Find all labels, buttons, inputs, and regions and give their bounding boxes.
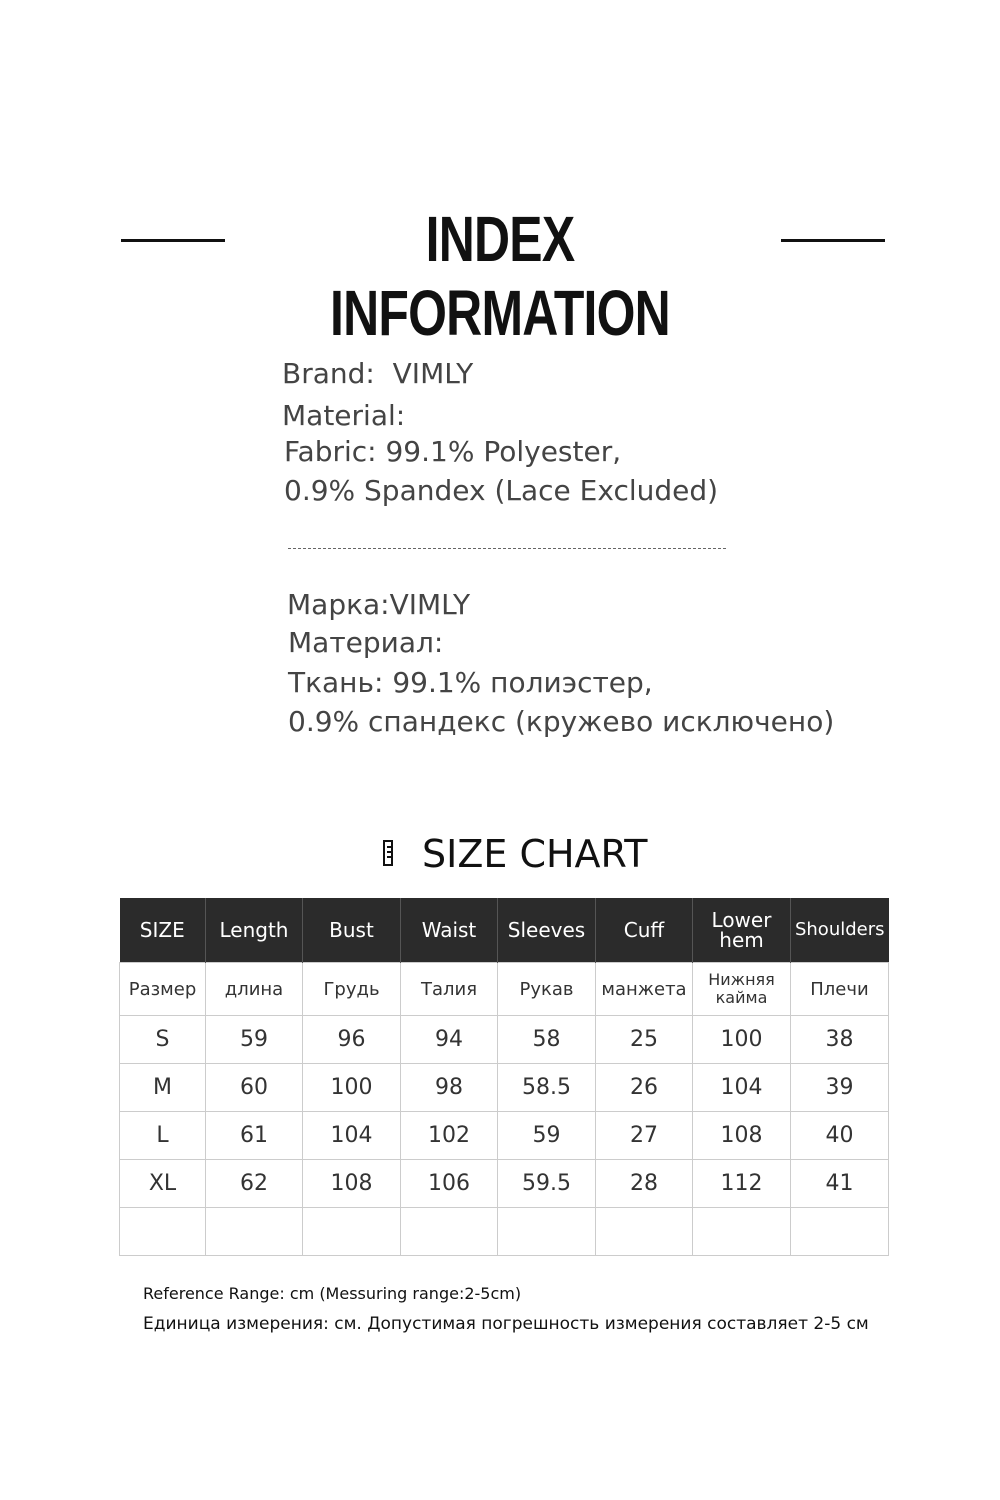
fabric-line2-en: 0.9% Spandex (Lace Excluded) <box>284 474 719 507</box>
header-waist: Waist <box>401 898 498 963</box>
waist-cell: 106 <box>401 1160 498 1208</box>
lower-hem-cell: 108 <box>693 1112 791 1160</box>
cuff-cell: 26 <box>596 1064 693 1112</box>
page-title: INDEX INFORMATION <box>330 203 670 349</box>
bust-cell: 96 <box>303 1016 401 1064</box>
material-label-en: Material: <box>282 399 406 432</box>
header-ru-bust: Грудь <box>303 963 401 1016</box>
header-ru-sleeves: Рукав <box>498 963 596 1016</box>
header-length: Length <box>206 898 303 963</box>
header-size: SIZE <box>120 898 206 963</box>
length-cell: 61 <box>206 1112 303 1160</box>
reference-note-en: Reference Range: cm (Messuring range:2-5cm) <box>143 1284 522 1303</box>
header-ru-lower-hem: Нижняя кайма <box>693 963 791 1016</box>
table-row <box>120 1064 889 1112</box>
header-shoulders: Shoulders <box>791 898 889 963</box>
empty-cell <box>401 1208 498 1256</box>
size-cell: L <box>120 1112 206 1160</box>
title-divider-right <box>781 239 885 242</box>
sleeves-cell: 59 <box>498 1112 596 1160</box>
header-ru-cuff: манжета <box>596 963 693 1016</box>
empty-cell <box>791 1208 889 1256</box>
shoulders-cell: 39 <box>791 1064 889 1112</box>
header-ru-size: Размер <box>120 963 206 1016</box>
reference-note-ru: Единица измерения: см. Допустимая погрешность измерения составляет 2-5 см <box>143 1314 869 1334</box>
empty-cell <box>206 1208 303 1256</box>
waist-cell: 98 <box>401 1064 498 1112</box>
table-row <box>120 1016 889 1064</box>
material-label-ru: Материал: <box>288 626 444 659</box>
cuff-cell: 27 <box>596 1112 693 1160</box>
shoulders-cell: 38 <box>791 1016 889 1064</box>
shoulders-cell: 40 <box>791 1112 889 1160</box>
bust-cell: 100 <box>303 1064 401 1112</box>
header-ru-shoulders: Плечи <box>791 963 889 1016</box>
shoulders-cell: 41 <box>791 1160 889 1208</box>
brand-value: VIMLY <box>392 357 474 390</box>
empty-cell <box>498 1208 596 1256</box>
header-ru-waist: Талия <box>401 963 498 1016</box>
waist-cell: 102 <box>401 1112 498 1160</box>
length-cell: 59 <box>206 1016 303 1064</box>
length-cell: 62 <box>206 1160 303 1208</box>
header-row-en <box>120 898 889 963</box>
size-chart-title: SIZE CHART <box>422 832 648 876</box>
table-row <box>120 1112 889 1160</box>
size-cell: M <box>120 1064 206 1112</box>
brand-line-en <box>282 357 474 390</box>
sleeves-cell: 59.5 <box>498 1160 596 1208</box>
fabric-line1-ru: Ткань: 99.1% полиэстер, <box>288 666 653 699</box>
lower-hem-cell: 100 <box>693 1016 791 1064</box>
ruler-icon <box>383 840 393 866</box>
sleeves-cell: 58 <box>498 1016 596 1064</box>
empty-cell <box>596 1208 693 1256</box>
header-bust: Bust <box>303 898 401 963</box>
empty-cell <box>303 1208 401 1256</box>
bust-cell: 104 <box>303 1112 401 1160</box>
brand-value-ru: VIMLY <box>389 588 471 621</box>
empty-row <box>120 1208 889 1256</box>
size-cell: XL <box>120 1160 206 1208</box>
sleeves-cell: 58.5 <box>498 1064 596 1112</box>
fabric-line2-ru: 0.9% спандекс (кружево исключено) <box>288 705 835 738</box>
title-divider-left <box>121 239 225 242</box>
cuff-cell: 28 <box>596 1160 693 1208</box>
fabric-line1-en: Fabric: 99.1% Polyester, <box>284 435 622 468</box>
header-row-ru <box>120 963 889 1016</box>
size-chart-table <box>119 898 889 1256</box>
bust-cell: 108 <box>303 1160 401 1208</box>
empty-cell <box>693 1208 791 1256</box>
lower-hem-cell: 112 <box>693 1160 791 1208</box>
cuff-cell: 25 <box>596 1016 693 1064</box>
brand-label: Brand: <box>282 357 375 390</box>
lower-hem-cell: 104 <box>693 1064 791 1112</box>
brand-label-ru: Марка: <box>287 588 390 621</box>
header-lower-hem: Lower hem <box>693 898 791 963</box>
length-cell: 60 <box>206 1064 303 1112</box>
table-row <box>120 1160 889 1208</box>
size-chart-heading <box>0 830 1000 880</box>
header-cuff: Cuff <box>596 898 693 963</box>
index-information-header <box>0 200 1000 349</box>
header-sleeves: Sleeves <box>498 898 596 963</box>
header-ru-length: длина <box>206 963 303 1016</box>
empty-cell <box>120 1208 206 1256</box>
dashed-divider <box>288 548 726 549</box>
waist-cell: 94 <box>401 1016 498 1064</box>
brand-line-ru <box>287 588 471 621</box>
size-cell: S <box>120 1016 206 1064</box>
